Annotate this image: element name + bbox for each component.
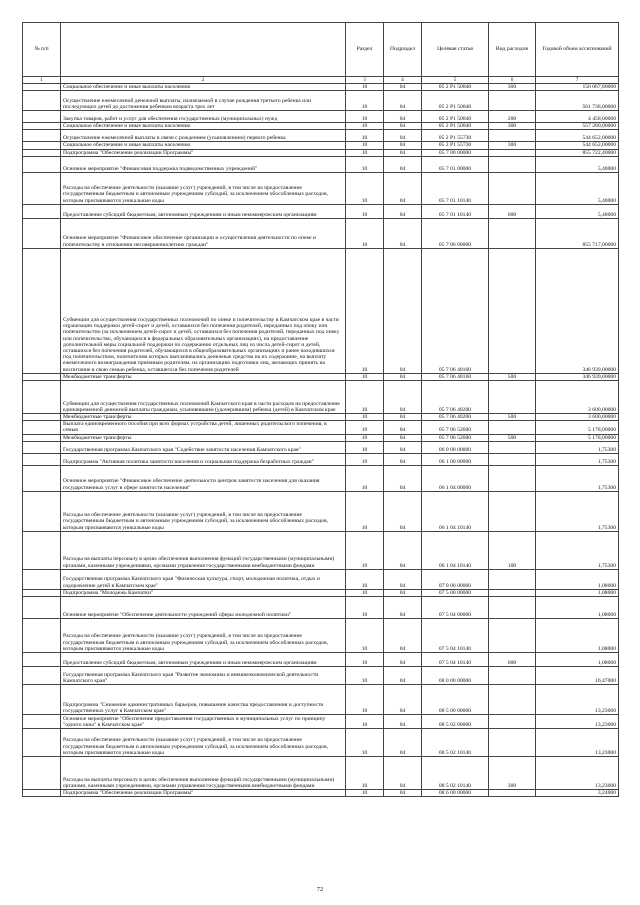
table-row [23,653,619,667]
row-subsection-cell: 04 [384,597,422,619]
column-number: 3 [346,77,384,84]
row-number-cell [23,619,61,653]
row-section-cell: 10 [346,130,384,142]
row-subsection-cell: 04 [384,149,422,156]
row-expense-type-cell [489,453,536,465]
row-target-article-cell: 08 5 02 10140 [422,729,489,757]
table-row [23,465,619,491]
row-expense-type-cell: 600 [489,204,536,218]
row-section-cell: 10 [346,381,384,414]
table-row [23,531,619,569]
table-row [23,381,619,414]
row-section-cell: 10 [346,156,384,172]
row-section-cell: 10 [346,685,384,715]
column-number: 5 [422,77,489,84]
row-target-article-cell: 06 1 04 10140 [422,531,489,569]
table-row [23,685,619,715]
row-target-article-cell: 05 7 06 40200 [422,414,489,421]
row-number-cell [23,465,61,491]
row-number-cell [23,130,61,142]
row-number-cell [23,123,61,130]
budget-table-sheet [22,22,618,797]
row-expense-type-cell [489,597,536,619]
row-number-cell [23,715,61,729]
row-expense-type-cell [489,685,536,715]
table-row [23,729,619,757]
table-header-row [23,23,619,77]
row-expense-type-cell [489,149,536,156]
row-amount-cell: 13,23000 [536,685,619,715]
table-row [23,172,619,204]
row-subsection-cell: 04 [384,531,422,569]
row-section-cell: 10 [346,619,384,653]
row-expense-type-cell [489,218,536,248]
column-number-row [23,77,619,84]
row-subsection-cell: 04 [384,757,422,790]
row-number-cell [23,441,61,453]
row-number-cell [23,569,61,589]
row-target-article-cell: 06 0 00 00000 [422,441,489,453]
row-amount-cell: 5 178,00000 [536,434,619,441]
row-amount-cell: 1,75300 [536,453,619,465]
header-target-article: Целевая статья [422,23,489,77]
row-subsection-cell: 04 [384,491,422,531]
row-section-cell: 10 [346,453,384,465]
row-number-cell [23,757,61,790]
row-name-cell: Осуществление ежемесячной денежной выплаты, назначаемой в случае рождения третьего ребенка или последующих детей до достижения ребенком возраста трех лет [61,91,346,111]
row-number-cell [23,172,61,204]
table-row [23,130,619,142]
row-amount-cell: 1,08000 [536,619,619,653]
row-name-cell: Подпрограмма "Обеспечение реализации Программы" [61,149,346,156]
row-number-cell [23,381,61,414]
row-subsection-cell: 04 [384,373,422,380]
row-section-cell: 10 [346,142,384,149]
row-target-article-cell: 05 2 Р1 50840 [422,111,489,123]
row-number-cell [23,453,61,465]
row-name-cell: Осуществление ежемесячной выплаты в связи с рождением (усыновлением) первого ребенка [61,130,346,142]
row-name-cell: Государственная программа Камчатского края "Содействие занятости населения Камчатского края" [61,441,346,453]
row-target-article-cell: 07 5 04 10140 [422,619,489,653]
row-expense-type-cell [489,91,536,111]
table-row [23,667,619,685]
table-row [23,569,619,589]
row-subsection-cell: 04 [384,156,422,172]
row-section-cell: 10 [346,84,384,91]
row-expense-type-cell: 300 [489,84,536,91]
row-target-article-cell: 08 6 00 00000 [422,790,489,797]
row-section-cell: 10 [346,597,384,619]
row-name-cell: Подпрограмма "Обеспечение реализации Программы" [61,790,346,797]
row-amount-cell: 855 722,40000 [536,149,619,156]
row-number-cell [23,790,61,797]
table-row [23,434,619,441]
row-number-cell [23,156,61,172]
row-section-cell: 10 [346,465,384,491]
row-subsection-cell: 04 [384,453,422,465]
row-name-cell: Основное мероприятие "Обеспечение предоставления государственных в муниципальных услуг по принципу "одного окна" в Камчатском крае" [61,715,346,729]
row-target-article-cell: 05 7 06 52600 [422,421,489,434]
row-section-cell: 10 [346,172,384,204]
column-number: 7 [536,77,619,84]
row-amount-cell: 156 067,80000 [536,84,619,91]
row-name-cell: Расходы на обеспечение деятельности (оказание услуг) учреждений, в том числе на предоставление государственным бюджетным и автономным учреждениям субсидий, за исключением обособленных расходов, которым присваиваются уникальные коды [61,491,346,531]
row-subsection-cell: 04 [384,790,422,797]
row-section-cell: 10 [346,790,384,797]
row-section-cell: 10 [346,757,384,790]
row-subsection-cell: 04 [384,123,422,130]
row-subsection-cell: 04 [384,619,422,653]
row-subsection-cell: 04 [384,91,422,111]
column-number: 6 [489,77,536,84]
row-target-article-cell: 08 5 02 10140 [422,757,489,790]
row-section-cell: 10 [346,248,384,373]
row-target-article-cell: 05 7 06 52600 [422,434,489,441]
table-row [23,790,619,797]
row-name-cell: Основное мероприятие "Финансовая поддержка подведомственных учреждений" [61,156,346,172]
row-target-article-cell: 05 7 06 40160 [422,248,489,373]
row-name-cell: Основное мероприятие "Обеспечение деятельности учреждений сферы молодежной политики" [61,597,346,619]
row-section-cell: 10 [346,218,384,248]
row-name-cell: Основное мероприятие "Финансовое обеспечение организации и осуществления деятельности по опеке и попечительству в отношении несовершеннолетних граждан" [61,218,346,248]
row-number-cell [23,248,61,373]
row-name-cell: Расходы на обеспечение деятельности (оказание услуг) учреждений, в том числе на предоставление государственным бюджетным и автономным учреждениям субсидий, за исключением обособленных расходов, которым присваиваются уникальные коды [61,619,346,653]
row-target-article-cell: 05 2 Р1 50840 [422,84,489,91]
row-subsection-cell: 04 [384,589,422,596]
table-row [23,156,619,172]
row-number-cell [23,218,61,248]
row-section-cell: 10 [346,149,384,156]
row-subsection-cell: 04 [384,111,422,123]
table-row [23,123,619,130]
row-expense-type-cell [489,667,536,685]
row-amount-cell: 1,75300 [536,465,619,491]
row-expense-type-cell: 500 [489,434,536,441]
row-target-article-cell: 07 5 00 00000 [422,589,489,596]
row-section-cell: 10 [346,491,384,531]
row-target-article-cell: 05 7 06 40160 [422,373,489,380]
row-target-article-cell: 05 7 01 00000 [422,156,489,172]
row-name-cell: Субвенции для осуществления государственных полномочий по опеке и попечительству в Камчатском крае в части organизации поддержки детей-сирот и детей, оставшихся без попечения родителей, переданных под опеку или попечительство (за исключением детей-сирот и детей, оставшихся без попечения родителей, переданных под опеку или попечительство, обучающихся в федеральных образовательных организациях), на предоставление дополнительной меры социальной поддержки по содержанию отдельных лиц из числа детей-сирот и детей, оставшихся без попечения родителей, обучающихся в общеобразовательных организациях и ранее находившихся под попечительством, попечителям которых выплачивались денежные средства на их содержание, на выплату ежемесячного вознаграждения приемным родителям, на организацию подготовки лиц, желающих принять на воспитание в свою семью ребенка, оставшегося без попечения родителей [61,248,346,373]
row-expense-type-cell: 500 [489,414,536,421]
row-target-article-cell: 05 7 01 10140 [422,204,489,218]
table-row [23,84,619,91]
row-name-cell: Социальное обеспечение и иные выплаты населению [61,123,346,130]
row-section-cell: 10 [346,589,384,596]
row-section-cell: 10 [346,111,384,123]
row-name-cell: Подпрограмма "Молодежь Камчатки" [61,589,346,596]
row-target-article-cell: 06 1 04 00000 [422,465,489,491]
row-name-cell: Межбюджетные трансферты [61,373,346,380]
row-number-cell [23,91,61,111]
row-name-cell: Расходы на обеспечение деятельности (оказание услуг) учреждений, в том числе на предоставление государственным бюджетным и автономным учреждениям субсидий, за исключением обособленных расходов, которым присваиваются уникальные коды [61,729,346,757]
table-row [23,373,619,380]
row-number-cell [23,414,61,421]
row-name-cell: Подпрограмма "Активная политика занятости населения и социальная поддержка безработных граждан" [61,453,346,465]
row-expense-type-cell [489,729,536,757]
row-section-cell: 10 [346,434,384,441]
table-row [23,204,619,218]
header-subsection: Подраздел [384,23,422,77]
row-section-cell: 10 [346,531,384,569]
row-section-cell: 10 [346,729,384,757]
row-target-article-cell: 08 5 02 00000 [422,715,489,729]
row-subsection-cell: 04 [384,685,422,715]
row-name-cell: Закупка товаров, работ и услуг для обеспечения государственных (муниципальных) нужд [61,111,346,123]
column-number: 4 [384,77,422,84]
table-body [23,84,619,797]
table-row [23,218,619,248]
row-amount-cell: 13,23000 [536,715,619,729]
row-amount-cell: 1,75300 [536,531,619,569]
row-number-cell [23,597,61,619]
row-subsection-cell: 04 [384,729,422,757]
row-expense-type-cell [489,491,536,531]
row-expense-type-cell [489,790,536,797]
column-number: 2 [61,77,346,84]
row-number-cell [23,204,61,218]
row-expense-type-cell [489,156,536,172]
row-number-cell [23,434,61,441]
row-section-cell: 10 [346,715,384,729]
row-section-cell: 10 [346,373,384,380]
row-amount-cell: 346 939,00000 [536,248,619,373]
row-number-cell [23,421,61,434]
row-expense-type-cell [489,465,536,491]
row-target-article-cell: 05 2 Р1 55730 [422,142,489,149]
row-subsection-cell: 04 [384,569,422,589]
row-section-cell: 10 [346,569,384,589]
row-amount-cell: 5 178,00000 [536,421,619,434]
row-name-cell: Социальное обеспечение и иные выплаты населению [61,142,346,149]
row-expense-type-cell: 300 [489,757,536,790]
row-amount-cell: 855 717,00000 [536,218,619,248]
row-subsection-cell: 04 [384,130,422,142]
row-amount-cell: 1,08000 [536,653,619,667]
row-number-cell [23,491,61,531]
row-name-cell: Социальное обеспечение и иные выплаты населению [61,84,346,91]
row-target-article-cell: 05 7 06 00000 [422,218,489,248]
row-expense-type-cell [489,589,536,596]
row-target-article-cell: 05 7 00 00000 [422,149,489,156]
table-row [23,589,619,596]
row-amount-cell: 1,08000 [536,597,619,619]
row-number-cell [23,373,61,380]
row-subsection-cell: 04 [384,441,422,453]
row-expense-type-cell: 100 [489,531,536,569]
table-row [23,597,619,619]
row-expense-type-cell [489,172,536,204]
row-amount-cell: 3 600,00000 [536,381,619,414]
row-name-cell: Межбюджетные трансферты [61,414,346,421]
row-number-cell [23,149,61,156]
row-expense-type-cell [489,381,536,414]
row-target-article-cell: 08 0 00 00000 [422,667,489,685]
table-row [23,91,619,111]
row-subsection-cell: 04 [384,715,422,729]
row-target-article-cell: 06 1 00 00000 [422,453,489,465]
table-row [23,421,619,434]
row-subsection-cell: 04 [384,142,422,149]
row-expense-type-cell [489,421,536,434]
table-row [23,619,619,653]
row-target-article-cell: 06 1 04 10140 [422,491,489,531]
row-section-cell: 10 [346,653,384,667]
row-name-cell: Расходы на обеспечение деятельности (оказание услуг) учреждений, в том числе на предоставление государственным бюджетным и автономным учреждениям субсидий, за исключением обособленных расходов, которым присваиваются уникальные коды [61,172,346,204]
row-amount-cell: 5,40000 [536,156,619,172]
row-name-cell: Государственная программа Камчатского края "Физическая культура, спорт, молодежная политика, отдых и оздоровление детей в Камчатском крае" [61,569,346,589]
header-name [61,23,346,77]
row-expense-type-cell: 200 [489,111,536,123]
row-amount-cell: 16,47000 [536,667,619,685]
row-expense-type-cell: 300 [489,123,536,130]
row-subsection-cell: 04 [384,414,422,421]
row-amount-cell: 1,75300 [536,491,619,531]
row-name-cell: Предоставление субсидий бюджетным, автономным учреждениям и иным некоммерческим организациям [61,653,346,667]
row-amount-cell: 1,08000 [536,569,619,589]
row-expense-type-cell [489,248,536,373]
row-target-article-cell: 05 2 Р1 50840 [422,91,489,111]
row-amount-cell: 13,23000 [536,729,619,757]
budget-allocation-table [22,22,619,797]
table-row [23,757,619,790]
row-name-cell: Основное мероприятие "Финансовое обеспечение деятельности центров занятости населения для оказания государственных услуг в сфере занятости населения" [61,465,346,491]
row-name-cell: Подпрограмма "Снижение административных барьеров, повышение качества предоставления и доступности государственных услуг в Камчатском крае" [61,685,346,715]
header-amount: Годовой объем ассигнований [536,23,619,77]
table-row [23,414,619,421]
row-number-cell [23,653,61,667]
row-section-cell: 10 [346,414,384,421]
row-name-cell: Расходы на выплаты персоналу в целях обеспечения выполнения функций государственными (муниципальными) органами, казенными учреждениями, органами управления государственными внебюджетными фондами [61,757,346,790]
row-expense-type-cell [489,619,536,653]
row-section-cell: 10 [346,91,384,111]
row-number-cell [23,531,61,569]
row-target-article-cell: 05 7 06 40200 [422,381,489,414]
row-amount-cell: 561 738,00000 [536,91,619,111]
row-amount-cell: 1,75300 [536,441,619,453]
row-name-cell: Субвенции для осуществления государственных полномочий Камчатского края в части расходов на предоставление единовременной денежной выплаты гражданам, усыновившим (удочерившим) ребенка (детей) в Камчатском крае [61,381,346,414]
row-section-cell: 10 [346,667,384,685]
header-number: № п/п [23,23,61,77]
row-subsection-cell: 04 [384,421,422,434]
row-subsection-cell: 04 [384,667,422,685]
table-row [23,715,619,729]
row-name-cell: Расходы на выплаты персоналу в целях обеспечения выполнения функций государственными (муниципальными) органами, казенными учреждениями, органами управления государственными внебюджетными фондами [61,531,346,569]
page-number: 72 [316,886,324,893]
row-number-cell [23,589,61,596]
row-amount-cell: 346 939,00000 [536,373,619,380]
row-name-cell: Выплата единовременного пособия при всех формах устройства детей, лишенных родительского попечения, в семью [61,421,346,434]
row-amount-cell: 544 652,00000 [536,130,619,142]
row-section-cell: 10 [346,204,384,218]
row-subsection-cell: 04 [384,653,422,667]
table-row [23,453,619,465]
row-amount-cell: 3 600,00000 [536,414,619,421]
row-target-article-cell: 05 2 Р1 50840 [422,123,489,130]
row-amount-cell: 5,40000 [536,172,619,204]
row-expense-type-cell: 500 [489,373,536,380]
column-number: 1 [23,77,61,84]
table-row [23,142,619,149]
row-expense-type-cell: 300 [489,142,536,149]
row-amount-cell: 544 652,00000 [536,142,619,149]
row-subsection-cell: 04 [384,248,422,373]
row-target-article-cell: 05 2 Р1 55730 [422,130,489,142]
row-name-cell: Межбюджетные трансферты [61,434,346,441]
row-section-cell: 10 [346,441,384,453]
row-target-article-cell: 05 7 01 10140 [422,172,489,204]
row-subsection-cell: 04 [384,434,422,441]
row-target-article-cell: 07 0 00 00000 [422,569,489,589]
row-expense-type-cell [489,569,536,589]
row-name-cell: Предоставление субсидий бюджетным, автономным учреждениям и иным некоммерческим организациям [61,204,346,218]
row-expense-type-cell [489,130,536,142]
row-amount-cell: 4 458,00000 [536,111,619,123]
row-subsection-cell: 04 [384,204,422,218]
row-number-cell [23,667,61,685]
row-amount-cell: 1,08000 [536,589,619,596]
table-row [23,149,619,156]
row-number-cell [23,729,61,757]
table-row [23,111,619,123]
row-expense-type-cell [489,441,536,453]
row-target-article-cell: 08 5 00 00000 [422,685,489,715]
row-subsection-cell: 04 [384,84,422,91]
row-expense-type-cell: 600 [489,653,536,667]
row-number-cell [23,84,61,91]
row-amount-cell: 5,40000 [536,204,619,218]
row-amount-cell: 557 280,00000 [536,123,619,130]
row-expense-type-cell [489,715,536,729]
row-subsection-cell: 04 [384,172,422,204]
row-section-cell: 10 [346,123,384,130]
row-number-cell [23,142,61,149]
row-section-cell: 10 [346,421,384,434]
row-target-article-cell: 07 5 04 10140 [422,653,489,667]
row-name-cell: Государственная программа Камчатского края "Развитие экономики и внешнеэкономической деятельности Камчатского края" [61,667,346,685]
table-row [23,441,619,453]
row-number-cell [23,111,61,123]
table-row [23,248,619,373]
row-subsection-cell: 04 [384,381,422,414]
row-subsection-cell: 04 [384,465,422,491]
row-number-cell [23,685,61,715]
header-expense-type: Вид расходов [489,23,536,77]
row-subsection-cell: 04 [384,218,422,248]
row-amount-cell: 13,23000 [536,757,619,790]
header-section: Раздел [346,23,384,77]
row-amount-cell: 3,24000 [536,790,619,797]
row-target-article-cell: 07 5 04 00000 [422,597,489,619]
table-row [23,491,619,531]
